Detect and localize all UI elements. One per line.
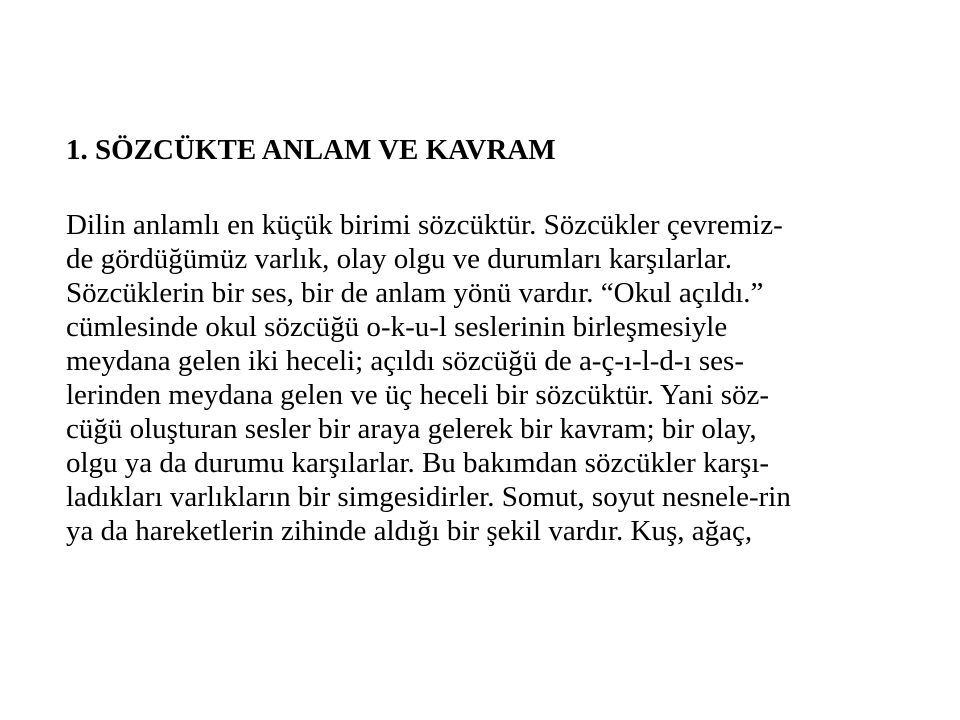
paragraph-line: olgu ya da durumu karşılarlar. Bu bakımdan sözcükler karşı- [66, 447, 770, 479]
paragraph-line: lerinden meydana gelen ve üç heceli bir sözcüktür. Yani söz- [66, 379, 770, 411]
paragraph-line: ladıkları varlıkların bir simgesidirler. Somut, soyut nesnele-rin [66, 481, 791, 513]
body-paragraph [66, 208, 791, 548]
paragraph-line: de gördüğümüz varlık, olay olgu ve durumları karşılarlar. [66, 243, 733, 275]
paragraph-line: Dilin anlamlı en küçük birimi sözcüktür. Sözcükler çevremiz- [66, 209, 783, 241]
paragraph-line: Sözcüklerin bir ses, bir de anlam yönü vardır. “Okul açıldı.” [66, 277, 764, 309]
section-heading: 1. SÖZCÜKTE ANLAM VE KAVRAM [66, 134, 556, 166]
paragraph-line: ya da hareketlerin zihinde aldığı bir şekil vardır. Kuş, ağaç, [66, 515, 753, 547]
paragraph-line: meydana gelen iki heceli; açıldı sözcüğü de a-ç-ı-l-d-ı ses- [66, 345, 744, 377]
paragraph-line: cüğü oluşturan sesler bir araya gelerek bir kavram; bir olay, [66, 413, 757, 445]
paragraph-line: cümlesinde okul sözcüğü o-k-u-l seslerinin birleşmesiyle [66, 311, 728, 343]
